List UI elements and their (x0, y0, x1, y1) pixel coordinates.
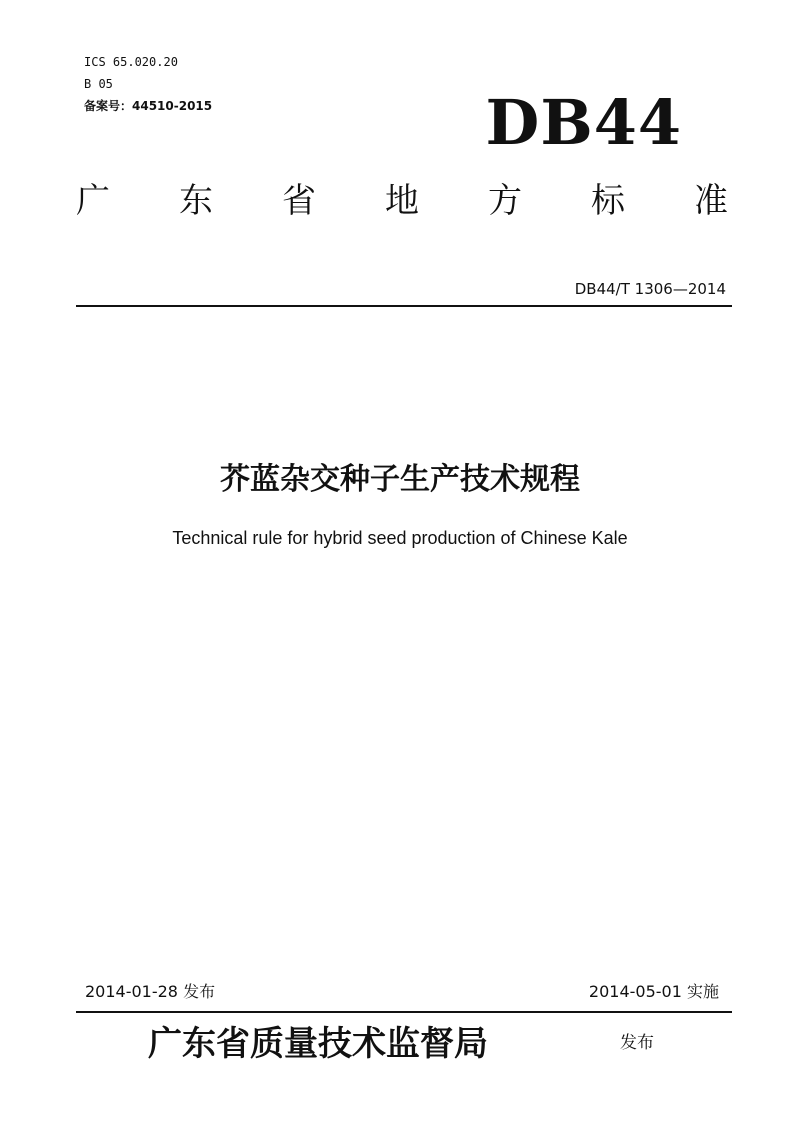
standard-type-char: 准 (694, 181, 728, 221)
standard-number: DB44/T 1306—2014 (574, 280, 726, 298)
top-divider (76, 305, 732, 307)
implementation-date: 2014-05-01 实施 (588, 982, 719, 1001)
title-chinese: 芥蓝杂交种子生产技术规程 (220, 462, 580, 497)
issue-date: 2014-01-28 发布 (85, 982, 216, 1001)
issuer-name: 广东省质量技术监督局 (148, 1024, 488, 1064)
classification-code: B 05 (84, 77, 113, 91)
standard-type-char: 方 (488, 181, 522, 221)
standard-type-char: 标 (591, 181, 625, 221)
standard-type-char: 地 (385, 181, 419, 221)
record-number: 备案号：44510-2015 (84, 99, 213, 113)
standard-type-char: 省 (282, 181, 316, 221)
standard-type-char: 东 (179, 181, 213, 221)
bottom-divider (76, 1011, 732, 1013)
issue-label: 发布 (620, 1033, 654, 1053)
db44-logo: DB44 (485, 86, 682, 159)
title-english: Technical rule for hybrid seed production of Chinese Kale (172, 528, 628, 548)
ics-code: ICS 65.020.20 (84, 55, 178, 69)
standard-type-char: 广 (76, 181, 110, 221)
standard-type-heading (76, 178, 728, 224)
